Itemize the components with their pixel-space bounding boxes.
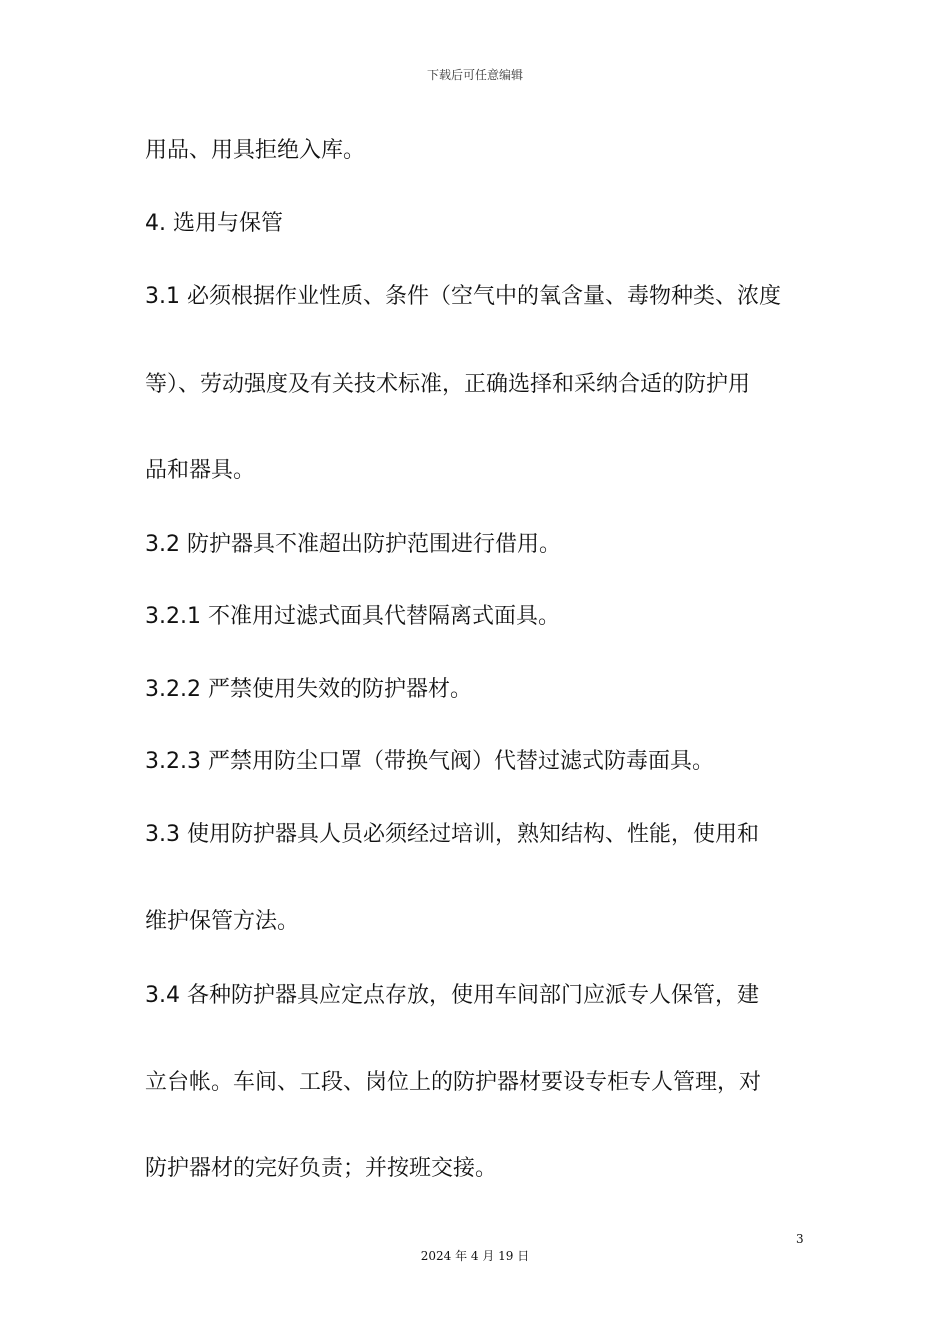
page-footer-date: 2024 年 4 月 19 日: [420, 1249, 530, 1263]
text-line: 用品、用具拒绝入库。: [145, 138, 366, 163]
page-header: 下载后可任意编辑: [426, 68, 523, 82]
text-line: 立台帐。车间、工段、岗位上的防护器材要设专柜专人管理，对: [145, 1070, 762, 1095]
text-line: 3.1 必须根据作业性质、条件（空气中的氧含量、毒物种类、浓度: [145, 284, 781, 309]
text-line: 维护保管方法。: [145, 909, 300, 934]
text-line: 3.2 防护器具不准超出防护范围进行借用。: [145, 532, 561, 557]
text-line: 3.4 各种防护器具应定点存放，使用车间部门应派专人保管，建: [145, 983, 759, 1008]
text-line: 品和器具。: [145, 458, 256, 483]
page-number: 3: [796, 1232, 804, 1246]
text-line: 3.2.1 不准用过滤式面具代替隔离式面具。: [145, 604, 560, 629]
text-line: 3.2.3 严禁用防尘口罩（带换气阀）代替过滤式防毒面具。: [145, 749, 714, 774]
text-line: 3.2.2 严禁使用失效的防护器材。: [145, 677, 472, 702]
text-line: 防护器材的完好负责；并按班交接。: [145, 1156, 498, 1181]
text-line: 3.3 使用防护器具人员必须经过培训，熟知结构、性能，使用和: [145, 822, 759, 847]
section-heading: 4. 选用与保管: [145, 211, 283, 236]
text-line: 等）、劳动强度及有关技术标准，正确选择和采纳合适的防护用: [145, 372, 751, 397]
